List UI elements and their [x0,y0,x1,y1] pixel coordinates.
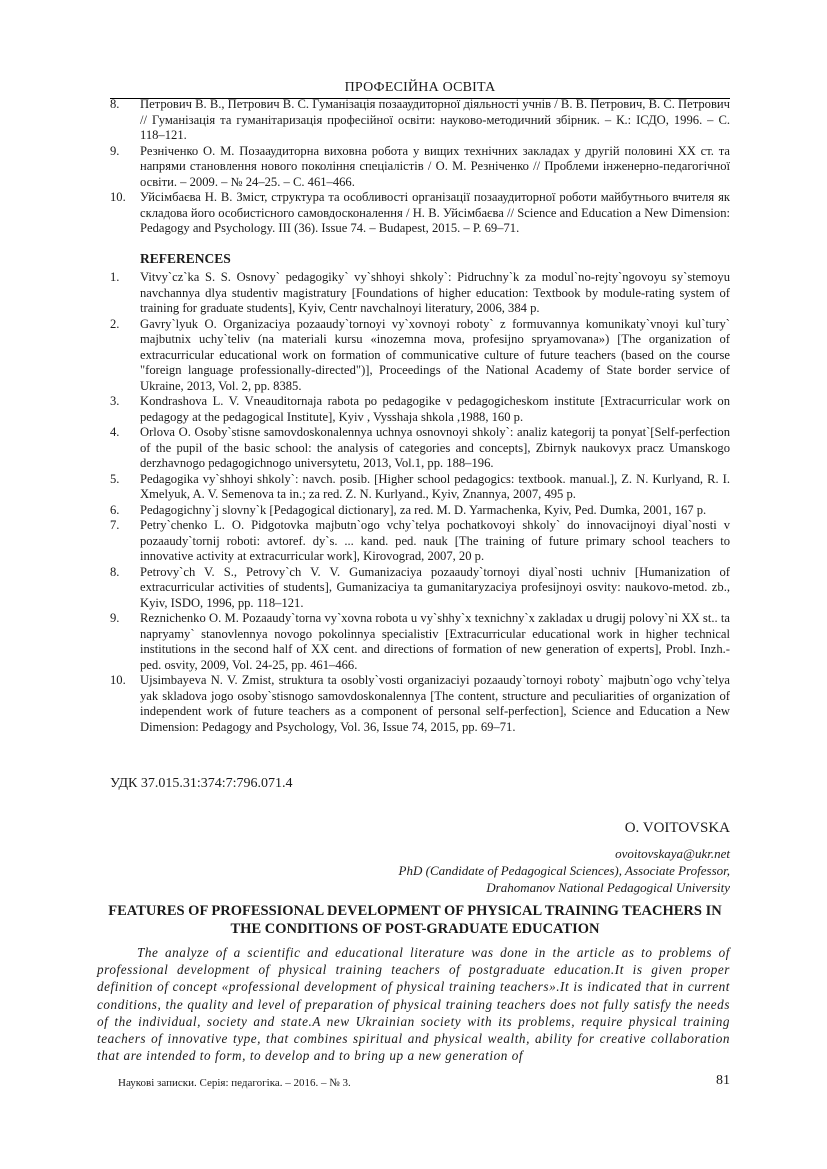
list-item [110,673,730,735]
reference-number: 5. [110,471,120,486]
reference-text: Уйсімбаєва Н. В. Зміст, структура та особливості організації позааудиторної роботи майбутнього вчителя як складова його особистісного самовдосконалення / Н. В. Уйсімбаєва // Science and Education a New Dimension: Pedagogy and Psychology. III (36). Issue 74. – Budapest, 2015. – Р. 69–71. [140,190,730,235]
reference-number: 3. [110,394,120,408]
list-item [110,518,730,565]
list-item [110,97,730,144]
reference-number: 2. [110,316,120,331]
list-item [110,144,730,191]
references-heading: REFERENCES [140,251,231,266]
list-item [110,472,730,503]
reference-number: 4. [110,425,120,439]
reference-number: 10. [110,673,126,687]
author-position: PhD (Candidate of Pedagogical Sciences), Associate Professor, [398,863,730,878]
reference-text: Reznichenko O. M. Pozaaudy`torna vy`xovna robota u vy`shhy`x texnichny`x zakladax u drugij polovy`ni XX st.. ta napryamy` stanovlennya novogo pokolinnya specialistiv [Extracurricular educational work in higher technical institutions in the second half of XX cent. and directions of formation of new generation of experts], Probl. Inzh.-ped. osvity, 2009, Vol. 24-25, pp. 461–466. [140,611,730,672]
list-item [110,425,730,472]
list-item [110,190,730,237]
reference-number: 8. [110,97,120,111]
page-number: 81 [716,1073,730,1088]
author-university: Drahomanov National Pedagogical University [486,880,730,895]
reference-number: 9. [110,143,120,158]
list-item [110,270,730,317]
reference-text: Kondrashova L. V. Vneauditornaja rabota po pedagogike v pedagogicheskom institute [Extracurricular work on pedagogy at the pedagogical Institute], Kyiv , Vysshaja shkola ,1988, 160 p. [140,394,730,424]
reference-number: 6. [110,502,120,517]
list-item [110,565,730,612]
list-item [110,317,730,395]
reference-number: 8. [110,564,120,579]
reference-number: 7. [110,518,120,532]
article-title: FEATURES OF PROFESSIONAL DEVELOPMENT OF PHYSICAL TRAINING TEACHERS IN THE CONDITIONS OF POST-GRADUATE EDUCATION [108,903,722,937]
reference-text: Петрович В. В., Петрович В. С. Гуманізація позааудиторної діяльності учнів / В. В. Петрович, В. С. Петрович // Гуманізація та гуманітаризація професійної освіти: науково-методичний збірник. – К.: ІСДО, 1996. – С. 118–121. [140,97,730,142]
english-reference-list [110,270,730,735]
reference-number: 1. [110,270,120,284]
abstract-text: The analyze of a scientific and educational literature was done in the article as to problems of professional development of physical training teachers of postgraduate education.It is given proper definition of concept «professional development of physical training teachers».It is indicated that in current conditions, the quality and level of preparation of physical training teachers does not fully satisfy the needs of the individual, society and state.A new Ukrainian society with its problems, require physical training teachers of innovative type, that combines spiritual and physical wealth, ability for creative collaboration that are intended to form, to develop and to bring up a new generation of [97,945,730,1064]
reference-text: Petrovy`ch V. S., Petrovy`ch V. V. Gumanizaciya pozaaudy`tornoyi diyal`nosti uchniv [Humanization of extracurricular activities of students], Gumanizaciya ta gumanitaryzaciya profesijnoyi osvity: naukovo-metod. zb., Kyiv, ISDO, 1996, pp. 118–121. [140,564,730,610]
reference-text: Pedagogichny`j slovny`k [Pedagogical dictionary], za red. M. D. Yarmachenka, Kyiv, Ped. Dumka, 2001, 167 p. [140,502,707,517]
running-head: ПРОФЕСІЙНА ОСВІТА [110,80,730,99]
list-item [110,394,730,425]
reference-text: Резніченко О. М. Позааудиторна виховна робота у вищих технічних закладах у другій половині XX ст. та напрями становлення нового покоління спеціалістів / О. М. Резніченко // Проблеми інженерно-педагогічної освіти. – 2009. – № 24–25. – С. 461–466. [140,143,730,189]
list-item [110,611,730,673]
reference-number: 9. [110,611,120,625]
reference-text: Ujsimbayeva N. V. Zmist, struktura ta osobly`vosti organizaciyi pozaaudy`tornoyi roboty` majbutn`ogo vchy`telya yak skladova jogo osoby`stisnogo samovdoskonalennya [The content, structure and peculiarities of organization of independent work of future teachers as a component of personal self-perfection], Science and Education a New Dimension: Pedagogy and Psychology, Vol. 36, Issue 74, 2015, pp. 69–71. [140,673,730,734]
reference-text: Gavry`lyuk O. Organizaciya pozaaudy`tornoyi vy`xovnoyi roboty` z formuvannya komunikaty`vnoyi kul`tury` majbutnix uchy`teliv (na materiali kursu «inozemna mova, profesijno spryamovana») [The organization of extracurricular educational work on formation of communicative culture of future teachers (based on the course "foreign language professionally-directed")], Proceedings of the National Academy of State border service of Ukraine, 2013, Vol. 2, pp. 8385. [140,316,730,393]
reference-number: 10. [110,190,126,204]
author-affiliation [230,845,730,896]
author-name: O. VOITOVSKA [624,820,730,836]
journal-footer: Наукові записки. Серія: педагогіка. – 2016. – № 3. [118,1077,351,1089]
reference-text: Pedagogika vy`shhoyi shkoly`: navch. posib. [Higher school pedagogics: textbook. manual.], Z. N. Kurlyand, R. I. Xmelyuk, A. V. Semenova ta in.; za red. Z. N. Kurlyand., Kyiv, Znannya, 2007, 495 p. [140,471,730,501]
author-email: ovoitovskaya@ukr.net [615,846,730,861]
udk-code: УДК 37.015.31:374:7:796.071.4 [110,776,293,791]
reference-text: Vitvy`cz`ka S. S. Osnovy` pedagogiky` vy`shhoyi shkoly`: Pidruchny`k za modul`no-rejty`ngovoyu sy`stemoyu navchannya dlya studentiv magistratury [Foundations of higher education: Textbook by module-rating system of training for graduate students], Kyiv, Centr navchalnoyi literatury, 2006, 384 p. [140,270,730,315]
reference-text: Petry`chenko L. O. Pidgotovka majbutn`ogo vchy`telya pochatkovoyi shkoly` do innovacijnoyi diyal`nosti v pozaaudy`tornij roboti: avtoref. dy`s. ... kand. ped. nauk [The training of future primary school teachers to innovative activity at extracurricular work], Kirovograd, 2007, 20 p. [140,518,730,563]
ukrainian-reference-list [110,97,730,237]
reference-text: Orlova O. Osoby`stisne samovdoskonalennya uchnya osnovnoyi shkoly`: analiz kategorij ta ponyat`[Self-perfection of the pupil of the basic school: the analysis of categories and concepts], Zbirnyk naukovyx pracz Umanskogo derzhavnogo pedagogichnogo universytetu, 2013, Vol.1, pp. 188–196. [140,425,730,470]
list-item [110,503,730,519]
